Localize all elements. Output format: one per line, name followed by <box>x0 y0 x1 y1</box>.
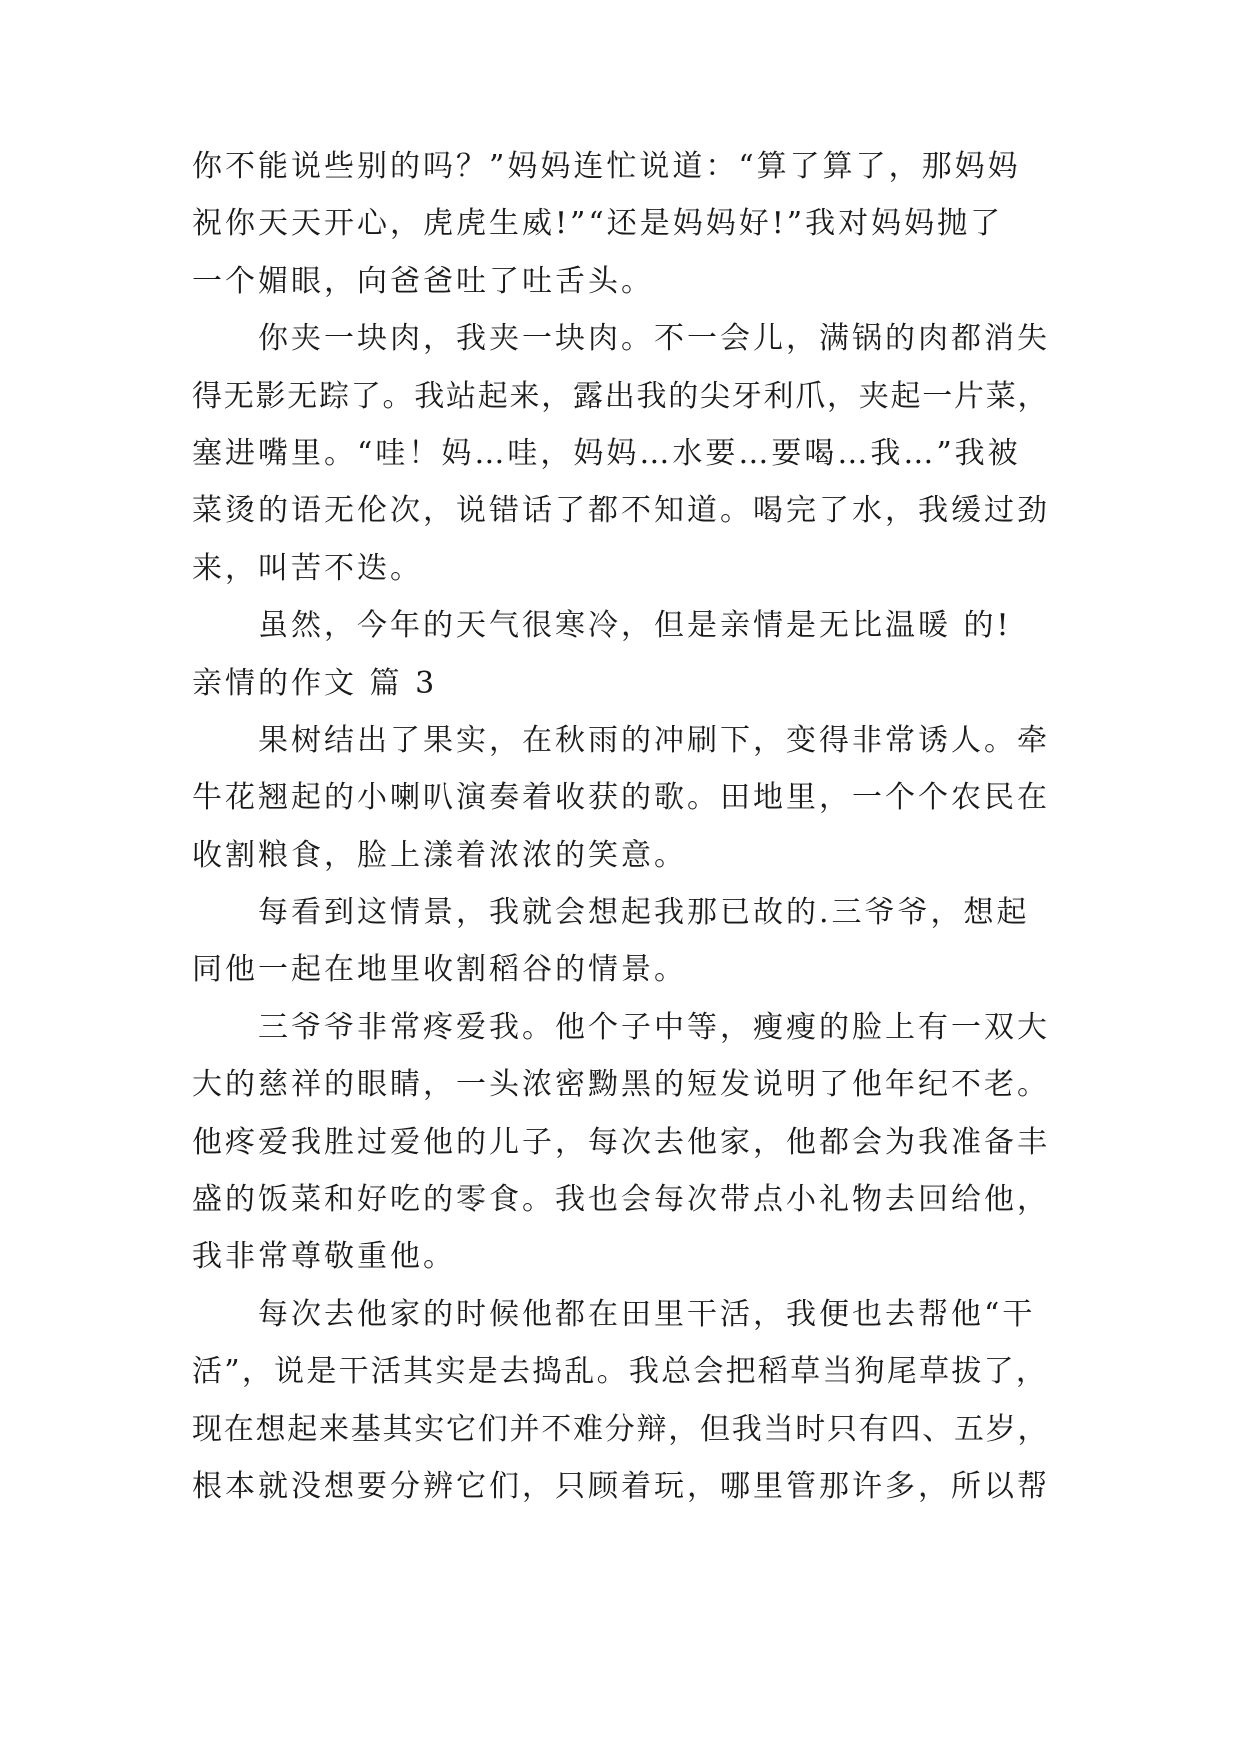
text-line: 每看到这情景，我就会想起我那已故的.三爷爷，想起 <box>258 895 1030 931</box>
text-line: 得无影无踪了。我站起来，露出我的尖牙利爪，夹起一片菜， <box>192 378 1050 414</box>
text-line: 大的慈祥的眼睛，一头浓密黝黑的短发说明了他年纪不老。 <box>192 1067 1050 1103</box>
text-line: 每次去他家的时候他都在田里干活，我便也去帮他“干 <box>258 1296 1036 1332</box>
text-line: 盛的饭菜和好吃的零食。我也会每次带点小礼物去回给他， <box>192 1182 1050 1218</box>
text-line: 根本就没想要分辨它们，只顾着玩，哪里管那许多，所以帮 <box>192 1468 1050 1504</box>
text-line: 祝你天天开心，虎虎生威!”“还是妈妈好!”我对妈妈抛了 <box>192 206 1004 242</box>
text-line: 同他一起在地里收割稻谷的情景。 <box>192 952 687 988</box>
document-page <box>192 138 1052 1515</box>
text-line: 收割粮食，脸上漾着浓浓的笑意。 <box>192 837 687 873</box>
text-line: 他疼爱我胜过爱他的儿子，每次去他家，他都会为我准备丰 <box>192 1124 1050 1160</box>
text-line: 你夹一块肉，我夹一块肉。不一会儿，满锅的肉都消失 <box>258 321 1050 357</box>
text-line: 菜烫的语无伦次，说错话了都不知道。喝完了水，我缓过劲 <box>192 493 1050 529</box>
text-line: 活”，说是干活其实是去捣乱。我总会把稻草当狗尾草拔了， <box>192 1354 1049 1390</box>
text-line: 我非常尊敬重他。 <box>192 1239 456 1275</box>
text-line: 现在想起来基其实它们并不难分辩，但我当时只有四、五岁， <box>192 1411 1050 1447</box>
text-line: 一个媚眼，向爸爸吐了吐舌头。 <box>192 263 654 299</box>
text-line: 牛花翘起的小喇叭演奏着收获的歌。田地里，一个个农民在 <box>192 780 1050 816</box>
text-line: 果树结出了果实，在秋雨的冲刷下，变得非常诱人。牵 <box>258 722 1050 758</box>
text-line: 亲情的作文 篇 3 <box>192 665 438 701</box>
text-line: 来，叫苦不迭。 <box>192 550 423 586</box>
text-line: 你不能说些别的吗？”妈妈连忙说道：“算了算了，那妈妈 <box>192 149 1021 184</box>
text-line: 塞进嘴里。“哇！妈…哇，妈妈…水要…要喝…我…”我被 <box>192 435 1021 471</box>
text-line: 三爷爷非常疼爱我。他个子中等，瘦瘦的脸上有一双大 <box>258 1009 1050 1045</box>
text-line: 虽然，今年的天气很寒冷，但是亲情是无比温暖 的! <box>258 608 1012 644</box>
